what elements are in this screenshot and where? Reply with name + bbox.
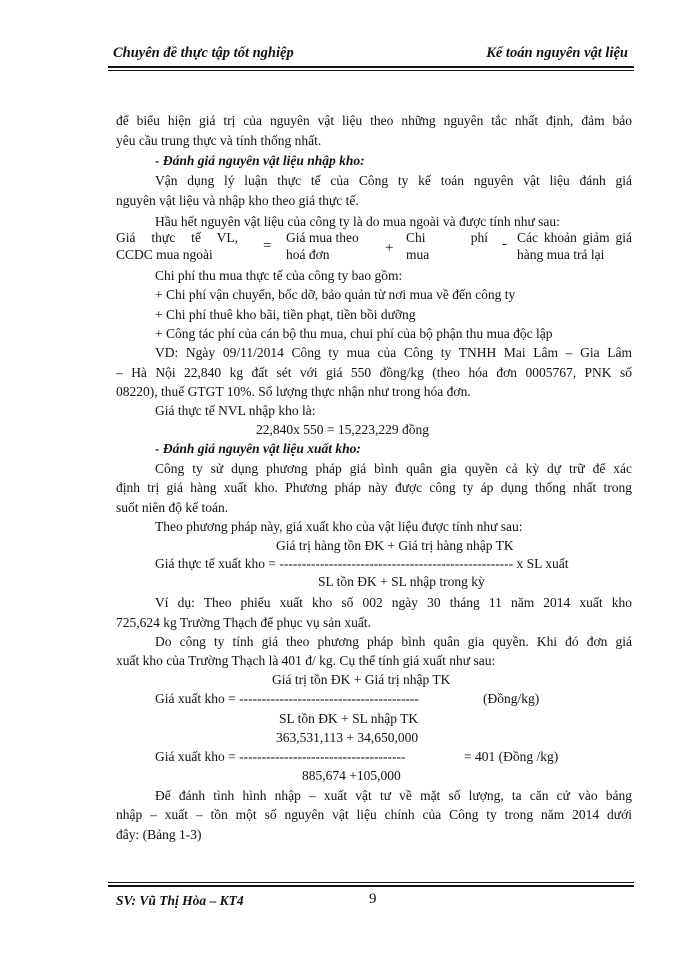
paragraph-line: Hầu hết nguyên vật liệu của công ty là do mua ngoài và được tính như sau: [155, 214, 560, 229]
equals-sign: = [263, 238, 272, 254]
paragraph-line: nguyên vật liệu và nhập kho theo giá thực tế. [116, 193, 359, 208]
header-title-left: Chuyên đề thực tập tốt nghiệp [113, 45, 294, 61]
formula-denominator: SL tồn ĐK + SL nhập trong kỳ [318, 574, 485, 589]
paragraph-line: 08220), thuế GTGT 10%. Số lượng thực nhận như trong hóa đơn. [116, 384, 471, 399]
header-title-right: Kế toán nguyên vật liệu [486, 45, 628, 61]
footer-rule-thick [108, 885, 634, 887]
calculation-line: 22,840x 550 = 15,223,229 đồng [256, 422, 429, 437]
formula-fraction-line: Giá thực tế xuất kho = ---------------------------------------------------- x SL xuất [155, 556, 569, 571]
paragraph-line: Để đánh tình hình nhập – xuất vật tư về mặt số lượng, ta căn cứ vào bảng [155, 788, 632, 803]
page-header [108, 45, 634, 65]
paragraph-line: – Hà Nội 22,840 kg đất sét với giá 550 đồng/kg (theo hóa đơn 0005767, PNK số [116, 365, 632, 380]
paragraph-line: để biểu hiện giá trị của nguyên vật liệu theo những nguyên tắc nhất định, đảm bảo [116, 113, 632, 128]
formula-term: Giá mua theo [286, 230, 359, 245]
formula-result: = 401 (Đồng /kg) [464, 749, 559, 764]
formula-term: Giá thực tế VL, [116, 230, 238, 245]
page-number: 9 [369, 891, 377, 907]
formula-term: Chi phí [406, 230, 488, 245]
paragraph-line: định trị giá hàng xuất kho. Phương pháp này được công ty áp dụng thống nhất trong [116, 480, 632, 495]
paragraph-line: Ví dụ: Theo phiếu xuất kho số 002 ngày 30 tháng 11 năm 2014 xuất kho [155, 595, 632, 610]
formula-term: hàng mua trả lại [517, 247, 605, 262]
paragraph-line: Chi phí thu mua thực tế của công ty bao gồm: [155, 268, 403, 283]
paragraph-line: 725,624 kg Trường Thạch để phục vụ sản xuất. [116, 615, 371, 630]
paragraph-line: Do công ty tính giá theo phương pháp bình quân gia quyền. Khi đó đơn giá [155, 634, 632, 649]
paragraph-line: Công ty sử dụng phương pháp giá bình quân gia quyền cả kỳ dự trữ để xác [155, 461, 632, 476]
formula-term: mua [406, 247, 430, 262]
minus-sign: - [502, 236, 507, 252]
paragraph-line: Giá thực tế NVL nhập kho là: [155, 403, 316, 418]
formula-term: CCDC mua ngoài [116, 247, 213, 262]
header-rule-thick [108, 66, 634, 68]
formula-unit: (Đồng/kg) [483, 691, 540, 706]
plus-sign: + [385, 240, 394, 256]
formula-numerator: Giá trị tồn ĐK + Giá trị nhập TK [272, 672, 451, 687]
footer-rule-thin [108, 882, 634, 883]
formula-denominator: 885,674 +105,000 [302, 768, 401, 783]
bullet-item: + Chi phí vận chuyển, bốc dỡ, bảo quản từ nơi mua về đến công ty [155, 287, 516, 302]
paragraph-line: Vận dụng lý luận thực tế của Công ty kế toán nguyên vật liệu đánh giá [155, 173, 632, 188]
formula-fraction-line: Giá xuất kho = ---------------------------------------- [155, 691, 419, 706]
formula-numerator: 363,531,113 + 34,650,000 [276, 730, 419, 745]
formula-term: hoá đơn [286, 247, 330, 262]
paragraph-line: xuất kho của Trường Thạch là 401 đ/ kg. Cụ thể tính giá xuất như sau: [116, 653, 496, 668]
paragraph-line: yêu cầu trung thực và tính thống nhất. [116, 133, 322, 148]
paragraph-line: đây: (Bảng 1-3) [116, 827, 202, 842]
bullet-item: + Chi phí thuê kho bãi, tiền phạt, tiền bồi dưỡng [155, 307, 416, 322]
formula-term: Các khoản giảm giá [517, 230, 632, 245]
bullet-item: + Công tác phí của cán bộ thu mua, chui phí của bộ phận thu mua độc lập [155, 326, 553, 341]
header-rule-thin [108, 70, 634, 71]
paragraph-line: suốt niên độ kế toán. [116, 500, 229, 515]
section-heading-import: - Đánh giá nguyên vật liệu nhập kho: [155, 153, 365, 168]
paragraph-line: nhập – xuất – tồn một số nguyên vật liệu chính của Công ty trong năm 2014 dưới [116, 807, 632, 822]
formula-denominator: SL tồn ĐK + SL nhập TK [279, 711, 419, 726]
section-heading-export: - Đánh giá nguyên vật liệu xuất kho: [155, 441, 361, 456]
formula-numerator: Giá trị hàng tồn ĐK + Giá trị hàng nhập TK [276, 538, 514, 553]
paragraph-line: VD: Ngày 09/11/2014 Công ty mua của Công ty TNHH Mai Lâm – Gia Lâm [155, 345, 632, 360]
paragraph-line: Theo phương pháp này, giá xuất kho của vật liệu được tính như sau: [155, 519, 523, 534]
footer-student-name: SV: Vũ Thị Hòa – KT4 [116, 893, 244, 908]
formula-fraction-line: Giá xuất kho = ------------------------------------- [155, 749, 406, 764]
